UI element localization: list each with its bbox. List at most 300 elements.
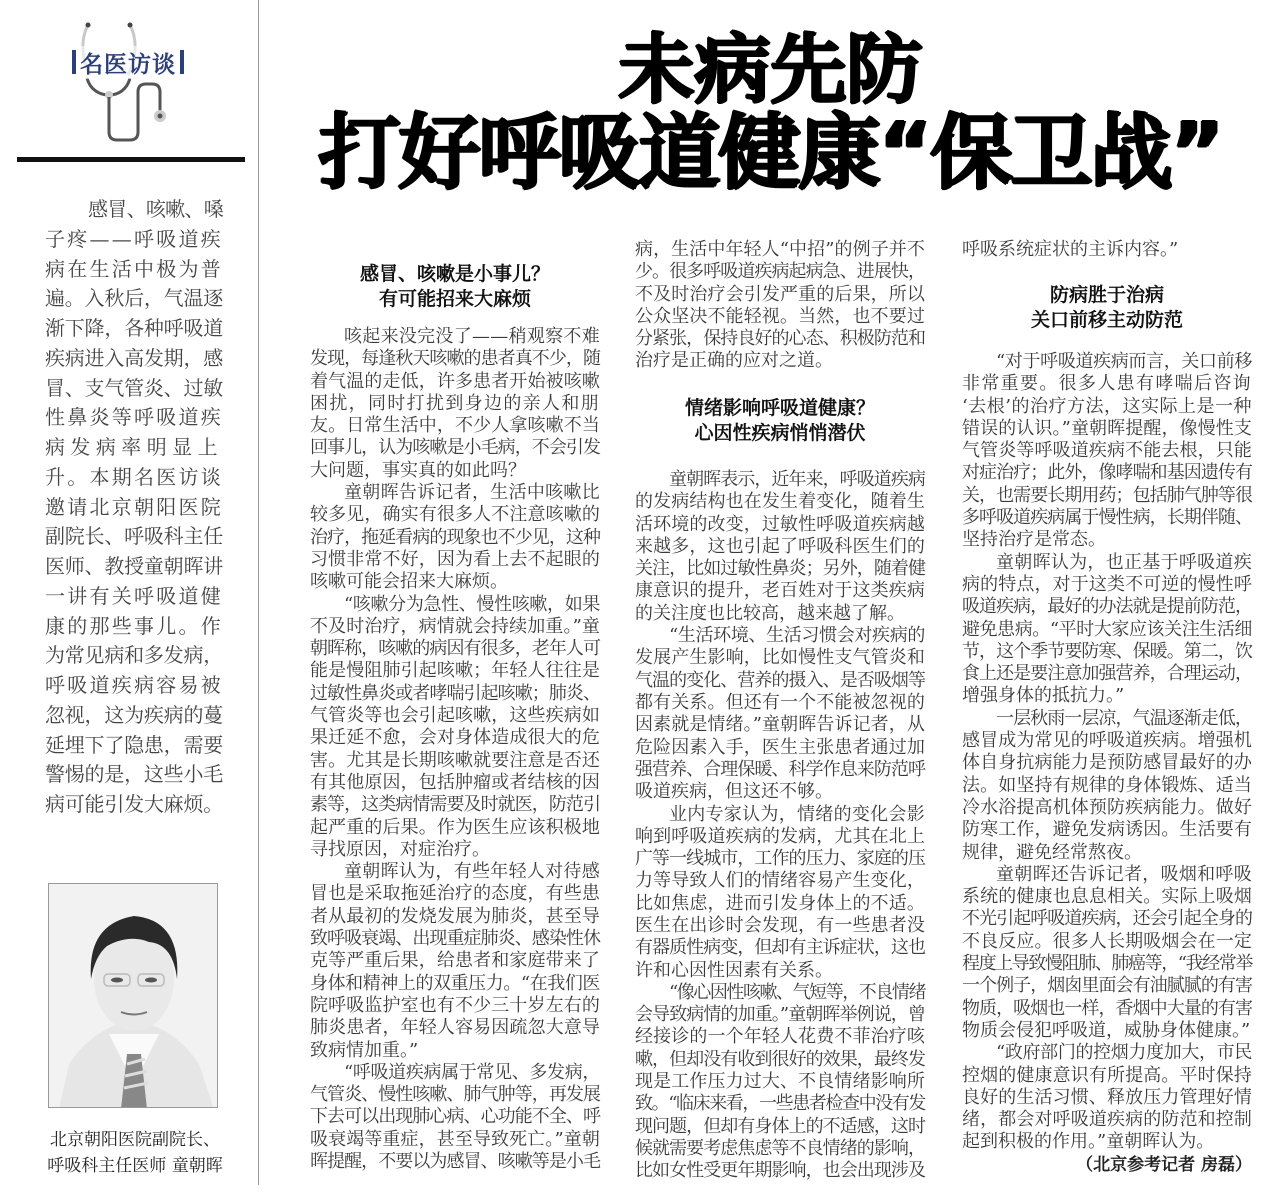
text-line-content: 一讲有关呼吸道健: [45, 583, 223, 608]
text-line-content: 咳起来没完没了——稍观察不难: [344, 326, 600, 347]
text-line: [962, 886, 1252, 908]
text-line: [962, 1109, 1252, 1131]
text-line-content: 感冒、咳嗽、嗓: [88, 197, 223, 221]
reporter-byline: （北京参考记者 房磊）: [1076, 1155, 1252, 1175]
text-line-content: 下去可以出现肺心病、心功能不全、呼: [310, 1106, 600, 1128]
text-line-content: 对症治疗；此外，像哮喘和基因遗传有: [962, 462, 1252, 484]
text-line: [310, 660, 600, 682]
text-line-content: 冷水浴提高机体预防疾病能力。做好: [962, 796, 1252, 818]
text-line: [635, 1138, 925, 1160]
text-line-content: “生活环境、生活习惯会对疾病的: [669, 625, 925, 647]
text-line: [962, 485, 1252, 507]
text-line-content: 经接诊的一个年轻人花费不菲治疗咳: [635, 1026, 925, 1048]
text-line: [310, 594, 600, 616]
text-line: [962, 529, 1252, 551]
paragraph: [635, 239, 925, 373]
text-line-content: “呼吸道疾病属于常见、多发病，: [344, 1061, 600, 1083]
text-line: [635, 558, 925, 580]
text-line-content: 活环境的改变，过敏性呼吸道疾病越: [635, 513, 925, 535]
paragraph: [310, 482, 600, 593]
text-line: [635, 491, 925, 513]
text-line-content: 物质会侵犯呼吸道，威胁身体健康。”: [962, 1019, 1251, 1041]
text-line-content: 危险因素入手，医生主张患者通过加: [635, 736, 925, 758]
text-line-content: 病的特点，对于这类不可逆的慢性呼: [962, 573, 1252, 595]
text-line-content: 系统的健康也息息相关。实际上吸烟: [962, 886, 1252, 908]
text-line-content: 避免患病。“平时大家应该关注生活细: [962, 618, 1252, 640]
text-line-content: “像心因性咳嗽、气短等，不良情绪: [669, 981, 925, 1003]
column-logo-text: 名医访谈: [80, 46, 176, 79]
text-line-content: 法。如坚持有规律的身体锻炼、适当: [962, 774, 1252, 796]
text-line: [962, 1042, 1252, 1064]
text-line: [45, 284, 223, 314]
text-line-content: 业内专家认为，情绪的变化会影: [669, 803, 925, 825]
text-line-content: 素等，这类病情需要及时就医，防范引: [310, 794, 600, 816]
paragraph: [310, 326, 600, 482]
paragraph: [635, 804, 925, 982]
text-line: [635, 714, 925, 736]
text-line: [310, 950, 600, 972]
text-line-content: 关，也需要长期用药；包括肺气肿等很: [962, 484, 1252, 506]
text-line: [962, 1131, 1252, 1153]
text-line: [635, 1049, 925, 1071]
text-line: [635, 781, 925, 803]
text-line-content: 康意识的提升，老百姓对于这类疾病: [635, 580, 925, 602]
section-heading-line: 防病胜于治病: [1049, 284, 1164, 306]
text-line: [635, 603, 925, 625]
text-line-content: “政府部门的控烟力度加大，市民: [996, 1042, 1252, 1064]
text-line-content: ‘去根’的治疗方法，这实际上是一种: [962, 395, 1252, 417]
text-line-content: 童朝晖认为，有些年轻人对待感: [344, 861, 600, 883]
text-line: [45, 671, 223, 701]
text-line-content: 致病情加重。”: [310, 1039, 419, 1061]
text-line: [635, 670, 925, 692]
text-line: [310, 371, 600, 393]
text-line-content: 非常重要。很多人患有哮喘后咨询: [962, 373, 1252, 395]
text-line-content: 院呼吸监护室也有不少三十岁左右的: [310, 994, 600, 1016]
section-heading: [962, 283, 1252, 333]
text-line: [962, 462, 1252, 484]
text-line: [962, 1087, 1252, 1109]
text-line-content: 为常见病和多发病，: [45, 643, 223, 668]
text-line-content: 警惕的是，这些小毛: [45, 762, 223, 787]
text-line-content: 友。日常生活中，不少人拿咳嗽不当: [310, 415, 600, 437]
text-line-content: 错误的认识。”童朝晖提醒，像慢性支: [962, 417, 1252, 439]
text-line-content: 节，这个季节要防寒、保暖。第二，饮: [962, 640, 1252, 662]
text-line: [45, 552, 223, 582]
text-line: [310, 482, 600, 504]
text-line: [635, 915, 925, 937]
text-line-content: 少。很多呼吸道疾病起病急、进展快，: [635, 261, 925, 283]
text-line: [635, 1116, 925, 1138]
text-line-content: 良好的生活习惯、释放压力管理好情: [962, 1086, 1252, 1108]
text-line: [635, 239, 925, 261]
paragraph: [310, 594, 600, 862]
text-line: [310, 1129, 600, 1151]
text-line-content: 物质，吸烟也一样，香烟中大量的有害: [962, 997, 1252, 1019]
text-line-content: 现是工作压力过大、不良情绪影响所: [635, 1071, 925, 1093]
text-line-content: 多呼吸道疾病属于慢性病，长期伴随、: [962, 507, 1252, 529]
text-line-content: 分紧张，保持良好的心态、积极防范和: [635, 328, 925, 350]
text-line-content: 关注，比如过敏性鼻炎；另外，随着健: [635, 558, 925, 580]
text-line-content: 治疗是正确的应对之道。: [635, 350, 833, 372]
text-line: [310, 750, 600, 772]
text-line-content: 力等导致人们的情绪容易产生变化，: [635, 870, 925, 892]
text-line: [635, 284, 925, 306]
text-line-content: 发现，每逢秋天咳嗽的患者真不少，随: [310, 348, 600, 370]
text-line: [45, 522, 223, 552]
text-line: [310, 326, 600, 348]
text-line-content: 强营养、合理保暖、科学作息来防范呼: [635, 758, 925, 780]
text-line: [45, 790, 223, 820]
text-line-content: 吸道疾病，但这还不够。: [635, 781, 833, 803]
text-line: [962, 1020, 1252, 1042]
doctor-portrait: [48, 883, 218, 1108]
text-line: [310, 928, 600, 950]
text-line-content: 坚持治疗是常态。: [962, 529, 1106, 551]
text-line: [635, 759, 925, 781]
text-line-content: 童朝晖表示，近年来，呼吸道疾病: [669, 469, 925, 490]
text-line: [962, 752, 1252, 774]
text-line: [310, 504, 600, 526]
text-line-content: 延埋下了隐患，需要: [45, 732, 223, 757]
text-line: [635, 870, 925, 892]
text-line: [45, 433, 223, 463]
text-line: [310, 393, 600, 415]
text-line: [45, 374, 223, 404]
text-line-content: 不良反应。很多人长期吸烟会在一定: [962, 930, 1252, 952]
text-line: [635, 1071, 925, 1093]
text-line: [310, 995, 600, 1017]
text-line-content: 的关注度也比较高，越来越了解。: [635, 602, 905, 624]
text-line-content: 能是慢阻肺引起咳嗽；年轻人往往是: [310, 660, 600, 682]
paragraph: [962, 239, 1252, 261]
text-line-content: 病，生活中年轻人“中招”的例子并不: [635, 239, 925, 260]
text-line-content: 朝晖称，咳嗽的病因有很多，老年人可: [310, 638, 600, 660]
text-line-content: 有其他原因，包括肿瘤或者结核的因: [310, 771, 600, 793]
text-line: [635, 893, 925, 915]
text-line: [962, 819, 1252, 841]
text-line: [45, 493, 223, 523]
section-heading-line: 有可能招来大麻烦: [378, 288, 531, 310]
section-heading-line: 情绪影响呼吸道健康？: [684, 397, 875, 419]
text-line-content: 有器质性病变，但却有主诉症状，这也: [635, 937, 925, 959]
text-line-content: 致呼吸衰竭、出现重症肺炎、感染性休: [310, 928, 600, 950]
text-line: [962, 641, 1252, 663]
paragraph: [310, 1062, 600, 1173]
text-line-content: 遍。入秋后，气温逐: [45, 286, 223, 311]
text-line: [962, 396, 1252, 418]
text-line-content: 性鼻炎等呼吸道疾: [45, 405, 223, 430]
text-line-content: 冒也是采取拖延治疗的态度，有些患: [310, 883, 600, 905]
text-line-content: 升。本期名医访谈: [45, 464, 223, 489]
text-line: [45, 612, 223, 642]
text-line-content: 吸衰竭等重症，甚至导致死亡。”童朝: [310, 1128, 600, 1150]
text-line: [635, 536, 925, 558]
text-line: [45, 760, 223, 790]
text-line-content: 困扰，同时打扰到身边的亲人和朋: [310, 392, 600, 414]
text-line: [310, 527, 600, 549]
text-line: [310, 906, 600, 928]
text-line-content: 控烟的健康意识有所提高。平时保持: [962, 1064, 1252, 1086]
text-line: [310, 973, 600, 995]
text-line: [962, 908, 1252, 930]
text-line-content: 病在生活中极为普: [45, 256, 223, 281]
column-logo: [62, 46, 194, 78]
text-line-content: 童朝晖还告诉记者，吸烟和呼吸: [996, 863, 1252, 885]
text-line: [635, 306, 925, 328]
text-line-content: 者从最初的发烧发展为肺炎，甚至导: [310, 905, 600, 927]
text-line: [635, 580, 925, 602]
text-line-content: 规律，避免经常熬夜。: [962, 841, 1142, 863]
text-line-content: 童朝晖认为，也正基于呼吸道疾: [996, 551, 1252, 573]
text-line-content: 发展产生影响，比如慢性支气管炎和: [635, 647, 925, 669]
text-line: [310, 861, 600, 883]
paragraph: [962, 1042, 1252, 1153]
text-line: [635, 261, 925, 283]
text-line: [45, 255, 223, 285]
text-line: [310, 1084, 600, 1106]
text-line-content: 身体和精神上的双重压力。“在我们医: [310, 972, 600, 994]
headline-line-2: 打好呼吸道健康“保卫战”: [318, 106, 1222, 201]
text-line-content: 不及时治疗会引发严重的后果，所以: [635, 283, 925, 305]
text-line: [635, 737, 925, 759]
text-line: [310, 727, 600, 749]
text-line: [962, 574, 1252, 596]
text-line: [310, 460, 600, 482]
text-line: [635, 1026, 925, 1048]
text-line-content: 回事儿，认为咳嗽是小毛病，不会引发: [310, 437, 600, 459]
text-line-content: 大问题，事实真的如此吗？: [310, 459, 526, 481]
text-line-content: 忽视，这为疾病的蔓: [45, 702, 223, 727]
text-line: [962, 418, 1252, 440]
text-line-content: 过敏性鼻炎或者哮喘引起咳嗽；肺炎、: [310, 682, 600, 704]
text-line-content: 都有关系。但还有一个不能被忽视的: [635, 691, 925, 713]
text-line-content: 现问题，但却有身体上的不适感，这时: [635, 1115, 925, 1137]
text-line-content: 比如女性受更年期影响，也会出现涉及: [635, 1160, 925, 1182]
text-line-content: 较多见，确实有很多人不注意咳嗽的: [310, 504, 600, 526]
text-line: [635, 625, 925, 647]
text-line: [962, 663, 1252, 685]
text-line-content: 疾病进入高发期，感: [45, 345, 223, 370]
text-line: [310, 616, 600, 638]
stethoscope-icon: [60, 20, 210, 150]
text-line-content: 吸道疾病，最好的办法就是提前防范，: [962, 596, 1252, 618]
text-line-content: 晖提醒，不要以为感冒、咳嗽等是小毛: [310, 1151, 600, 1173]
text-line-content: 克等严重后果，给患者和家庭带来了: [310, 950, 600, 972]
section-heading: [635, 396, 925, 446]
text-line-content: 比如焦虑，进而引发身体上的不适。: [635, 892, 925, 914]
text-line-content: 一层秋雨一层凉，气温逐渐走低，: [996, 707, 1252, 729]
text-line: [962, 864, 1252, 886]
text-line: [962, 842, 1252, 864]
text-line-content: 会导致病情的加重。”童朝晖举例说，曾: [635, 1004, 925, 1026]
text-line-content: 病可能引发大麻烦。: [45, 792, 223, 816]
column-divider: [258, 0, 259, 1185]
text-line: [310, 348, 600, 370]
text-line-content: 致。“临床来看，一些患者检查中没有发: [635, 1093, 925, 1115]
text-line-content: 害。尤其是长期咳嗽就要注意是否还: [310, 749, 600, 771]
text-line: [962, 1065, 1252, 1087]
text-line: [310, 549, 600, 571]
text-line-content: 不及时治疗，病情就会持续加重。”童: [310, 615, 600, 637]
text-line: [45, 314, 223, 344]
text-line: [45, 195, 223, 225]
text-line-content: 许和心因性因素有关系。: [635, 959, 833, 981]
text-line: [635, 960, 925, 982]
text-line: [310, 683, 600, 705]
text-line: [310, 794, 600, 816]
text-line-content: 副院长、呼吸科主任: [45, 524, 223, 549]
text-line-content: 起严重的后果。作为医生应该积极地: [310, 816, 600, 838]
text-line-content: 果迁延不愈，会对身体造成很大的危: [310, 727, 600, 749]
text-line: [635, 328, 925, 350]
text-line: [310, 1062, 600, 1084]
photo-caption-line-2: 呼吸科主任医师 童朝晖: [47, 1156, 223, 1176]
text-line: [635, 647, 925, 669]
headline-line-1: 未病先防: [618, 25, 922, 114]
text-line-content: 气管炎等也会引起咳嗽，这些疾病如: [310, 705, 600, 727]
text-line: [635, 1093, 925, 1115]
section-heading-line: 心因性疾病悄悄潜伏: [694, 422, 866, 444]
text-line: [310, 1017, 600, 1039]
text-line-content: 体自身抗病能力是预防感冒最好的办: [962, 752, 1252, 774]
text-line-content: 响到呼吸道疾病的发病，尤其在北上: [635, 825, 925, 847]
paragraph: [635, 625, 925, 803]
text-line-content: 寻找原因，对症治疗。: [310, 838, 490, 860]
text-line-content: 候就需要考虑焦虑等不良情绪的影响，: [635, 1137, 925, 1159]
text-line-content: 的发病结构也在发生着变化，随着生: [635, 491, 925, 513]
photo-caption-line-1: 北京朝阳医院副院长、: [50, 1130, 220, 1150]
paragraph: [962, 552, 1252, 708]
text-line-content: 广等一线城市，工作的压力、家庭的压: [635, 848, 925, 870]
text-line: [310, 839, 600, 861]
text-line-content: 渐下降，各种呼吸道: [45, 316, 223, 340]
text-line: [962, 619, 1252, 641]
text-line-content: 气管炎等呼吸道疾病不能去根，只能: [962, 440, 1252, 462]
text-line: [635, 469, 925, 491]
text-line-content: 程度上导致慢阻肺、肺癌等，“我经常举: [962, 953, 1252, 975]
text-line: [962, 797, 1252, 819]
section-heading: [310, 262, 600, 312]
text-line: [635, 350, 925, 372]
text-line: [962, 596, 1252, 618]
text-line-content: 子疼——呼吸道疾: [45, 226, 223, 251]
text-line: [635, 514, 925, 536]
text-line-content: 嗽，但却没有收到很好的效果，最终发: [635, 1048, 925, 1070]
text-line-content: 公众坚决不能轻视。当然，也不要过: [635, 305, 925, 327]
intro-text: [45, 195, 223, 820]
text-line: [635, 937, 925, 959]
text-line-content: 咳嗽可能会招来大麻烦。: [310, 571, 508, 593]
text-line-content: 冒、支气管炎、过敏: [45, 375, 223, 400]
text-line-content: 气温的变化、营养的摄入、是否吸烟等: [635, 669, 925, 691]
text-line-content: 邀请北京朝阳医院: [45, 494, 223, 519]
paragraph: [635, 469, 925, 625]
text-line: [635, 1004, 925, 1026]
section-heading-line: 关口前移主动防范: [1030, 309, 1183, 331]
text-line: [310, 705, 600, 727]
text-line: [962, 351, 1252, 373]
text-line: [45, 225, 223, 255]
text-line: [962, 507, 1252, 529]
text-line: [45, 582, 223, 612]
text-line-content: 医生在出诊时会发现，有一些患者没: [635, 914, 925, 936]
text-line-content: 不光引起呼吸道疾病，还会引起全身的: [962, 908, 1252, 930]
text-line-content: 童朝晖告诉记者，生活中咳嗽比: [344, 482, 600, 504]
text-line: [310, 437, 600, 459]
section-rule: [17, 157, 245, 162]
text-line: [310, 1106, 600, 1128]
text-line: [45, 701, 223, 731]
text-line: [310, 571, 600, 593]
text-line-content: “对于呼吸道疾病而言，关口前移: [996, 351, 1252, 372]
text-line: [962, 239, 1252, 261]
text-line-content: 医师、教授童朝晖讲: [45, 554, 223, 578]
text-line-content: 习惯非常不好，因为看上去不起眼的: [310, 548, 600, 570]
text-line: [635, 804, 925, 826]
text-line: [310, 638, 600, 660]
text-line: [45, 344, 223, 374]
text-line-content: “咳嗽分为急性、慢性咳嗽，如果: [344, 593, 600, 615]
text-line-content: 康的那些事儿。作: [45, 613, 223, 638]
text-line: [45, 731, 223, 761]
text-line: [635, 1160, 925, 1182]
text-line-content: 感冒成为常见的呼吸道疾病。增强机: [962, 730, 1252, 752]
text-line: [962, 975, 1252, 997]
text-line: [310, 1151, 600, 1173]
text-line-content: 病发病率明显上: [45, 435, 223, 459]
text-line: [45, 641, 223, 671]
text-line: [310, 1040, 600, 1062]
text-line: [635, 826, 925, 848]
text-line: [962, 730, 1252, 752]
text-line: [962, 775, 1252, 797]
text-line: [635, 982, 925, 1004]
logo-bar-right: [180, 50, 184, 74]
text-line-content: 食上还是要注意加强营养，合理运动，: [962, 663, 1252, 685]
text-line: [45, 403, 223, 433]
text-line: [310, 817, 600, 839]
text-line: [310, 883, 600, 905]
text-line: [962, 931, 1252, 953]
text-line-content: 着气温的走低，许多患者开始被咳嗽: [310, 370, 600, 392]
text-line: [635, 692, 925, 714]
paragraph: [962, 708, 1252, 864]
text-line-content: 起到积极的作用。”童朝晖认为。: [962, 1131, 1215, 1153]
text-line-content: 气管炎、慢性咳嗽、肺气肿等，再发展: [310, 1084, 600, 1106]
text-line-content: 肺炎患者，年轻人容易因疏忽大意导: [310, 1017, 600, 1039]
logo-bar-left: [72, 50, 76, 74]
text-line: [310, 772, 600, 794]
text-line-content: 呼吸道疾病容易被: [45, 673, 223, 697]
section-heading-line: 感冒、咳嗽是小事儿？: [359, 263, 550, 285]
text-line-content: 一个例子，烟囱里面会有油腻腻的有害: [962, 975, 1252, 997]
text-line-content: 因素就是情绪。”童朝晖告诉记者，从: [635, 714, 925, 736]
text-line: [635, 848, 925, 870]
text-line: [45, 463, 223, 493]
text-line-content: 治疗，拖延看病的现象也不少见，这种: [310, 526, 600, 548]
text-line: [962, 685, 1252, 707]
text-line: [310, 415, 600, 437]
text-line: [962, 998, 1252, 1020]
text-line: [962, 440, 1252, 462]
text-line-content: 呼吸系统症状的主诉内容。”: [962, 239, 1179, 260]
text-line-content: 来越多，这也引起了呼吸科医生们的: [635, 535, 925, 557]
text-line: [962, 552, 1252, 574]
paragraph: [962, 351, 1252, 552]
text-line: [962, 708, 1252, 730]
paragraph: [635, 982, 925, 1183]
